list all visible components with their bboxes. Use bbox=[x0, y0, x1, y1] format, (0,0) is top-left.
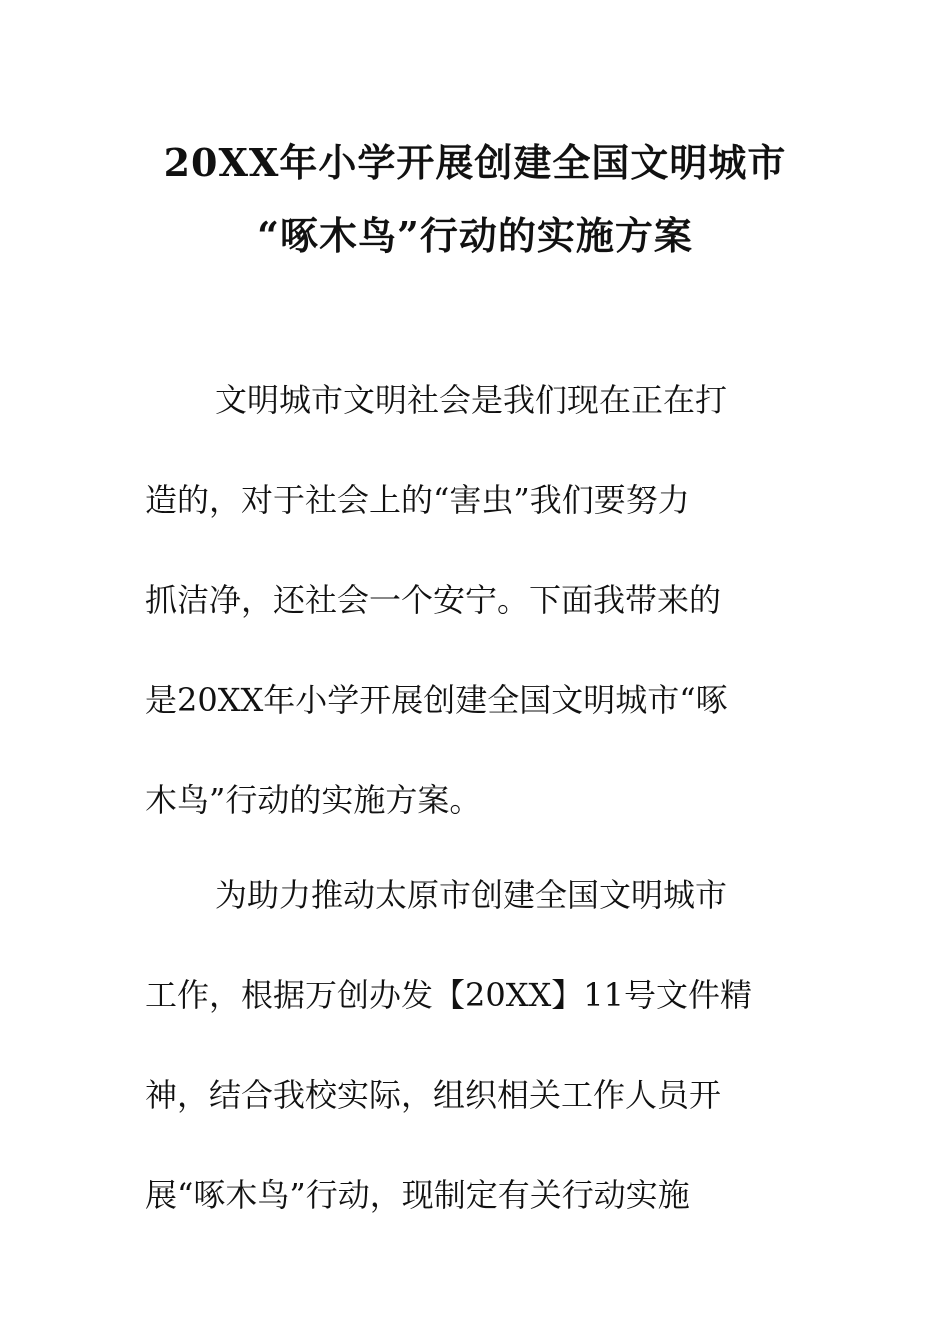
paragraph-2-line-1: 为助力推动太原市创建全国文明城市 bbox=[215, 876, 728, 914]
paragraph-2-line-3: 神，结合我校实际，组织相关工作人员开 bbox=[145, 1076, 722, 1114]
document-title-line-2: “啄木鸟”行动的实施方案 bbox=[257, 213, 693, 258]
paragraph-1-line-5: 木鸟”行动的实施方案。 bbox=[145, 781, 482, 819]
document-title-line-1: 20XX年小学开展创建全国文明城市 bbox=[163, 140, 787, 185]
paragraph-1-line-3: 抓洁净，还社会一个安宁。下面我带来的 bbox=[145, 581, 722, 619]
paragraph-1-line-4: 是20XX年小学开展创建全国文明城市“啄 bbox=[145, 681, 728, 719]
paragraph-1-line-2: 造的，对于社会上的“害虫”我们要努力 bbox=[145, 481, 690, 519]
paragraph-1-line-1: 文明城市文明社会是我们现在正在打 bbox=[215, 381, 728, 419]
paragraph-2-line-4: 展“啄木鸟”行动，现制定有关行动实施 bbox=[145, 1176, 690, 1214]
paragraph-2-line-2: 工作，根据万创办发【20XX】11号文件精 bbox=[145, 976, 753, 1014]
